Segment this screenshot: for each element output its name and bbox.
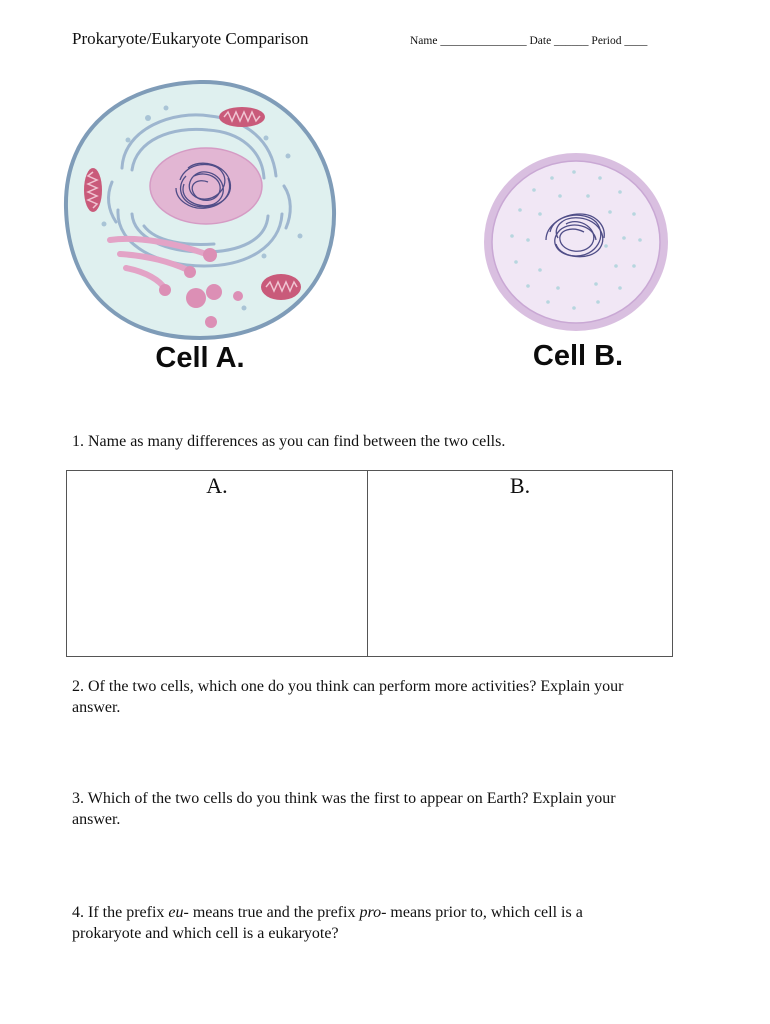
question-4 [72, 902, 702, 944]
cell-b-membrane [492, 161, 660, 323]
question-3-line-2: answer. [72, 811, 121, 828]
cell-diagrams [0, 60, 770, 400]
column-b-header: B. [509, 473, 531, 498]
question-4-text-c: means prior to, which cell is a [386, 904, 583, 921]
cell-a-nucleus [150, 148, 262, 224]
question-3 [72, 788, 702, 830]
cell-a-label: Cell A. [155, 342, 245, 374]
question-4-line-2: prokaryote and which cell is a eukaryote? [72, 925, 339, 942]
prefix-pro: pro- [359, 904, 387, 921]
cell-b-illustration [484, 153, 668, 331]
cell-b-label: Cell B. [532, 340, 624, 372]
column-a[interactable] [67, 471, 368, 656]
cell-a-illustration [66, 82, 334, 338]
question-2 [72, 676, 702, 718]
question-2-line-1: 2. Of the two cells, which one do you think can perform more activities? Explain your [72, 678, 624, 695]
question-3-line-1: 3. Which of the two cells do you think was the first to appear on Earth? Explain your [72, 790, 616, 807]
column-b[interactable] [368, 471, 672, 656]
student-info-fields: Name _______________ Date ______ Period ____ [410, 35, 648, 47]
question-4-text-b: means true and the prefix [188, 904, 360, 921]
question-2-line-2: answer. [72, 699, 121, 716]
prefix-eu: eu- [168, 904, 189, 921]
differences-table [66, 470, 673, 657]
question-4-line-1 [72, 902, 702, 923]
question-4-text-a: 4. If the prefix [72, 904, 169, 921]
column-a-header: A. [206, 473, 228, 498]
question-1: 1. Name as many differences as you can find between the two cells. [72, 433, 506, 450]
worksheet-title: Prokaryote/Eukaryote Comparison [72, 29, 309, 48]
